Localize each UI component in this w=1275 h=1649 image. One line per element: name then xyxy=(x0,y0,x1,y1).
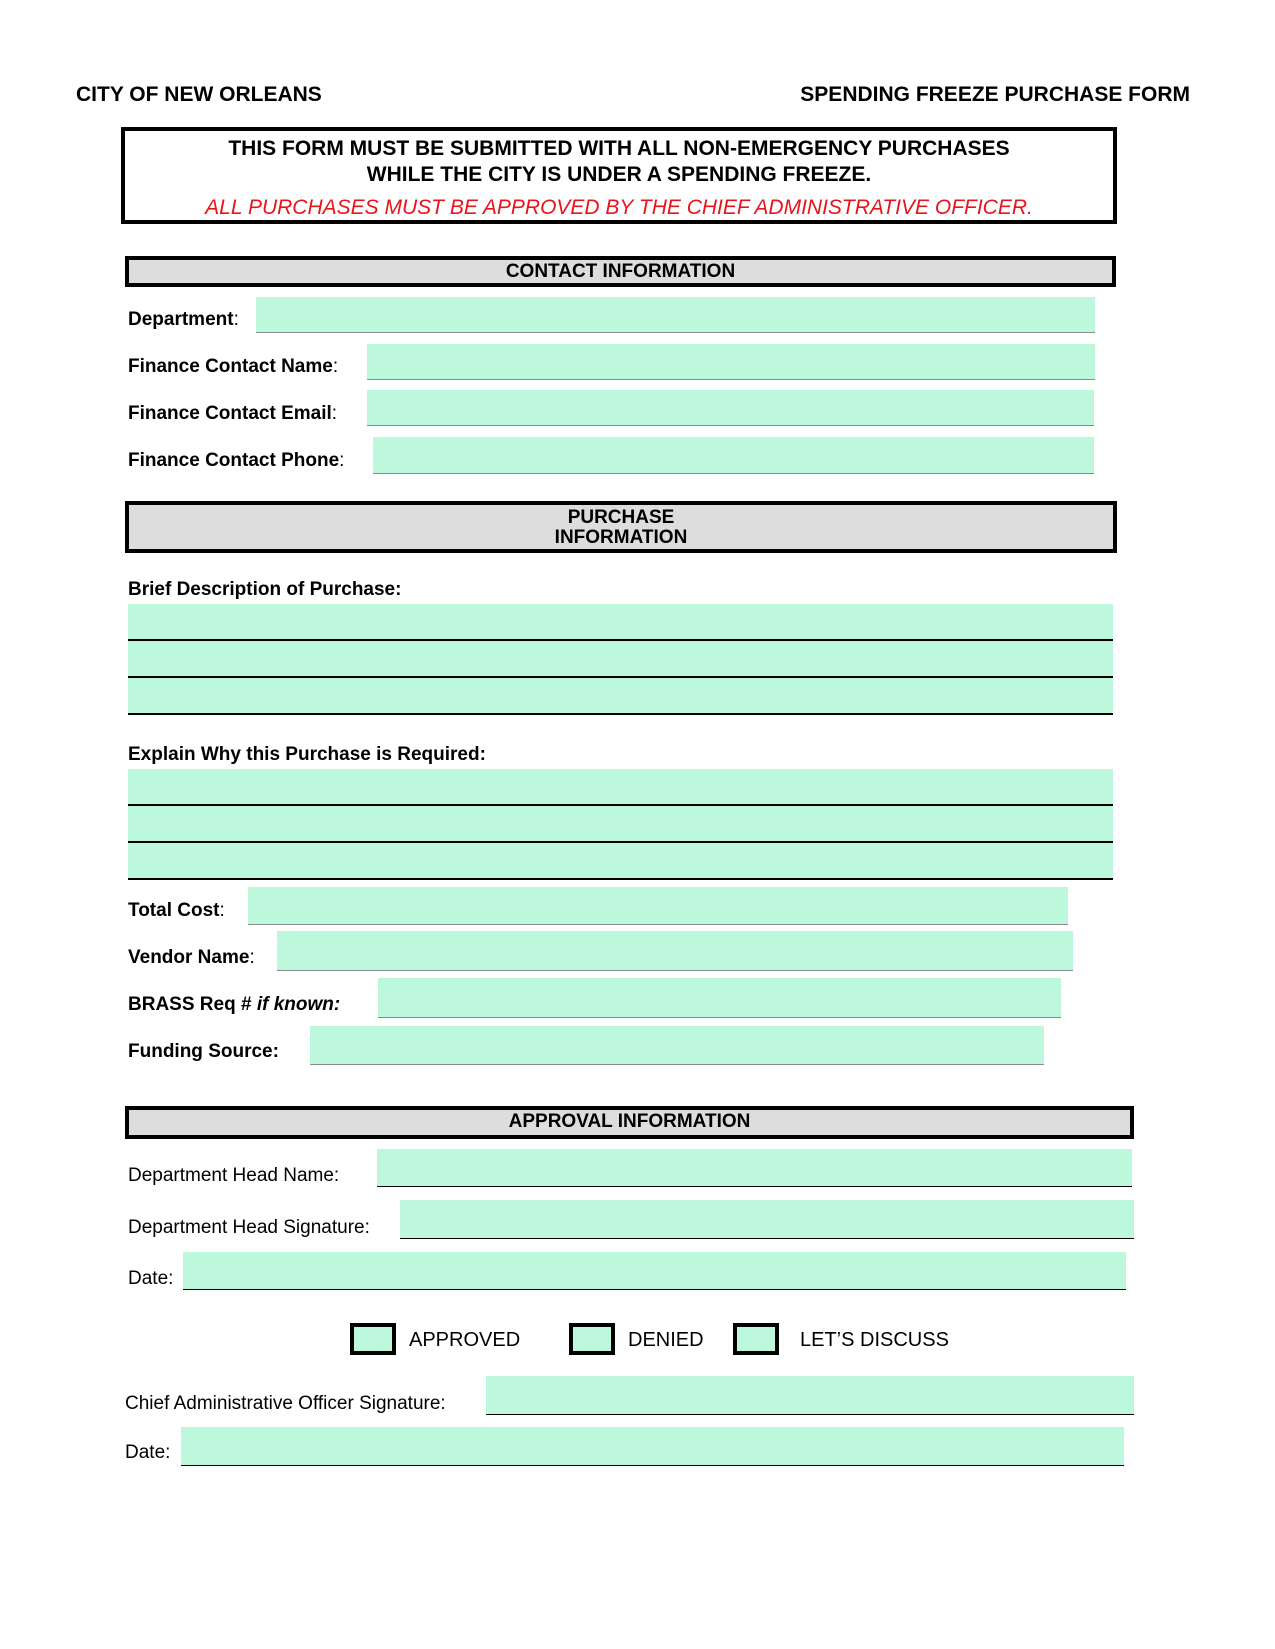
notice-line-2: WHILE THE CITY IS UNDER A SPENDING FREEZE. xyxy=(366,163,872,186)
total-cost-label: Total Cost: xyxy=(128,900,225,921)
lets-discuss-label: LET’S DISCUSS xyxy=(800,1329,949,1351)
denied-label: DENIED xyxy=(628,1329,704,1351)
finance-contact-email-field[interactable] xyxy=(367,390,1094,426)
description-line[interactable] xyxy=(128,678,1113,715)
notice-box xyxy=(121,127,1117,224)
dept-head-signature-field[interactable] xyxy=(400,1200,1134,1239)
date-label: Date: xyxy=(128,1268,174,1289)
section-title-line-1: PURCHASE xyxy=(567,507,675,528)
section-title-line-2: INFORMATION xyxy=(554,527,688,548)
finance-contact-name-label: Finance Contact Name: xyxy=(128,356,339,377)
description-field[interactable] xyxy=(128,604,1113,715)
section-title: APPROVAL INFORMATION xyxy=(508,1111,751,1132)
department-field[interactable] xyxy=(256,297,1095,333)
description-label: Brief Description of Purchase: xyxy=(128,579,402,600)
funding-source-label: Funding Source: xyxy=(128,1041,279,1062)
brass-req-field[interactable] xyxy=(378,978,1061,1018)
finance-contact-phone-label: Finance Contact Phone: xyxy=(128,450,345,471)
approved-label: APPROVED xyxy=(409,1329,521,1351)
explain-line[interactable] xyxy=(128,806,1113,843)
vendor-name-label: Vendor Name: xyxy=(128,947,255,968)
cao-signature-field[interactable] xyxy=(486,1376,1134,1415)
date-label: Date: xyxy=(125,1442,171,1463)
notice-warning: ALL PURCHASES MUST BE APPROVED BY THE CHIEF ADMINISTRATIVE OFFICER. xyxy=(205,196,1033,219)
cao-date-field[interactable] xyxy=(181,1427,1124,1466)
explain-line[interactable] xyxy=(128,843,1113,880)
finance-contact-phone-field[interactable] xyxy=(373,437,1094,474)
description-line[interactable] xyxy=(128,641,1113,678)
form-title: SPENDING FREEZE PURCHASE FORM xyxy=(800,83,1190,106)
finance-contact-name-field[interactable] xyxy=(367,344,1095,380)
section-purchase-information xyxy=(125,501,1117,553)
dept-head-name-label: Department Head Name: xyxy=(128,1165,340,1186)
funding-source-field[interactable] xyxy=(310,1026,1044,1065)
brass-req-label: BRASS Req # if known: xyxy=(128,994,341,1015)
total-cost-field[interactable] xyxy=(248,887,1068,925)
dept-head-signature-label: Department Head Signature: xyxy=(128,1217,370,1238)
org-name: CITY OF NEW ORLEANS xyxy=(76,83,322,106)
cao-signature-label: Chief Administrative Officer Signature: xyxy=(125,1393,446,1414)
explain-line[interactable] xyxy=(128,769,1113,806)
section-title: CONTACT INFORMATION xyxy=(505,261,736,282)
vendor-name-field[interactable] xyxy=(277,931,1073,971)
finance-contact-email-label: Finance Contact Email: xyxy=(128,403,338,424)
department-label: Department: xyxy=(128,309,239,330)
description-line[interactable] xyxy=(128,604,1113,641)
denied-checkbox[interactable] xyxy=(569,1323,615,1355)
lets-discuss-checkbox[interactable] xyxy=(733,1323,779,1355)
section-approval-information xyxy=(125,1106,1134,1139)
approved-checkbox[interactable] xyxy=(350,1323,396,1355)
explain-field[interactable] xyxy=(128,769,1113,880)
explain-label: Explain Why this Purchase is Required: xyxy=(128,744,486,765)
notice-line-1: THIS FORM MUST BE SUBMITTED WITH ALL NON-EMERGENCY PURCHASES xyxy=(228,137,1010,160)
dept-head-name-field[interactable] xyxy=(377,1149,1132,1187)
dept-head-date-field[interactable] xyxy=(183,1252,1126,1290)
section-contact-information xyxy=(125,256,1116,287)
